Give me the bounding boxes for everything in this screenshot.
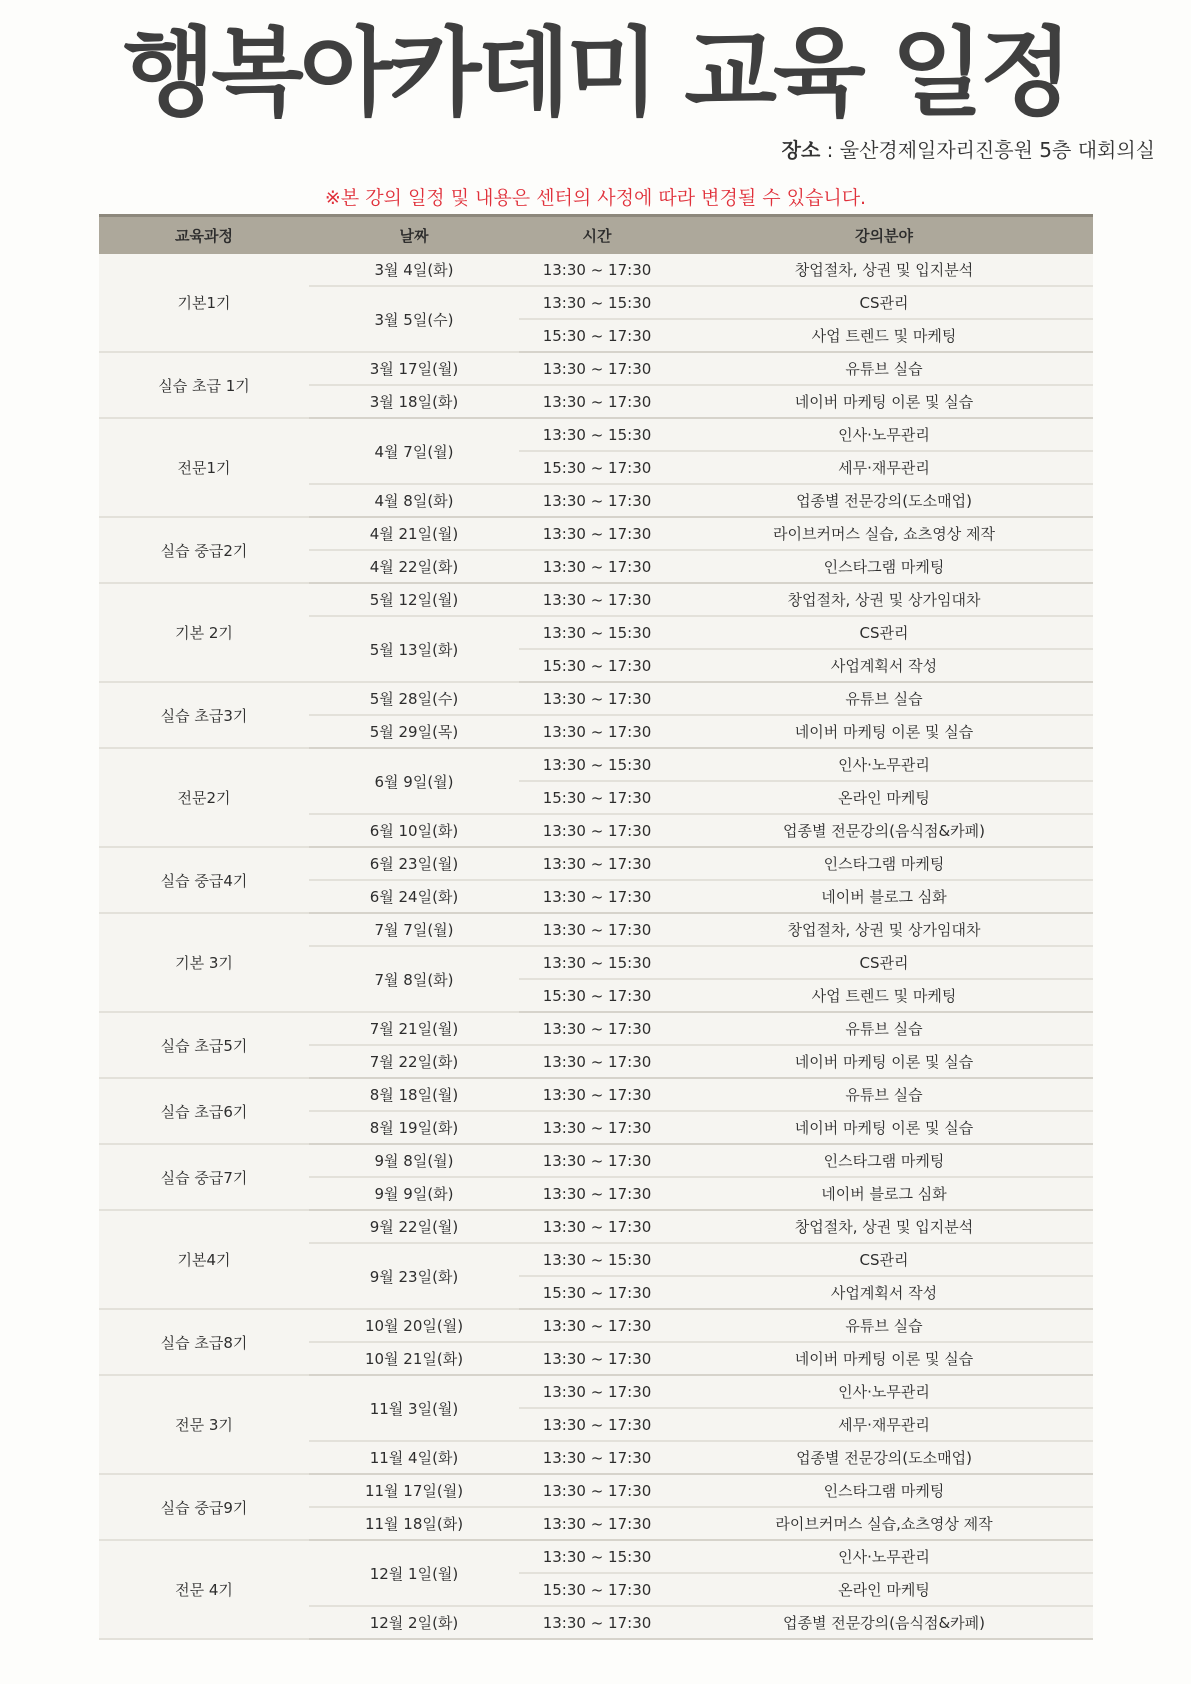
date-cell: 3월 5일(수) xyxy=(309,286,519,352)
date-cell: 8월 18일(월) xyxy=(309,1078,519,1111)
time-cell: 13:30 ~ 17:30 xyxy=(519,880,675,913)
date-cell: 8월 19일(화) xyxy=(309,1111,519,1144)
course-name-cell: 실습 초급3기 xyxy=(99,682,309,748)
time-cell: 15:30 ~ 17:30 xyxy=(519,979,675,1012)
time-cell: 13:30 ~ 17:30 xyxy=(519,715,675,748)
time-cell: 13:30 ~ 17:30 xyxy=(519,550,675,583)
table-row xyxy=(99,913,1093,946)
time-cell: 13:30 ~ 15:30 xyxy=(519,946,675,979)
course-name-cell: 기본 2기 xyxy=(99,583,309,682)
topic-cell: CS관리 xyxy=(675,946,1093,979)
date-cell: 7월 22일(화) xyxy=(309,1045,519,1078)
date-cell: 6월 23일(월) xyxy=(309,847,519,880)
time-cell: 13:30 ~ 15:30 xyxy=(519,1540,675,1573)
topic-cell: 인사·노무관리 xyxy=(675,1375,1093,1408)
location-separator: : xyxy=(820,138,840,162)
topic-cell: 창업절차, 상권 및 입지분석 xyxy=(675,1210,1093,1243)
date-cell: 5월 28일(수) xyxy=(309,682,519,715)
time-cell: 15:30 ~ 17:30 xyxy=(519,1573,675,1606)
course-name-cell: 전문1기 xyxy=(99,418,309,517)
date-cell: 4월 21일(월) xyxy=(309,517,519,550)
topic-cell: 네이버 마케팅 이론 및 실습 xyxy=(675,1111,1093,1144)
table-row xyxy=(99,254,1093,286)
topic-cell: 유튜브 실습 xyxy=(675,682,1093,715)
topic-cell: 인사·노무관리 xyxy=(675,1540,1093,1573)
date-cell: 11월 17일(월) xyxy=(309,1474,519,1507)
date-cell: 3월 17일(월) xyxy=(309,352,519,385)
table-row xyxy=(99,517,1093,550)
topic-cell: 유튜브 실습 xyxy=(675,1309,1093,1342)
topic-cell: 업종별 전문강의(도소매업) xyxy=(675,484,1093,517)
time-cell: 13:30 ~ 15:30 xyxy=(519,1243,675,1276)
date-cell: 7월 7일(월) xyxy=(309,913,519,946)
date-cell: 11월 3일(월) xyxy=(309,1375,519,1441)
table-row xyxy=(99,1144,1093,1177)
date-cell: 11월 18일(화) xyxy=(309,1507,519,1540)
time-cell: 15:30 ~ 17:30 xyxy=(519,649,675,682)
date-cell: 10월 20일(월) xyxy=(309,1309,519,1342)
time-cell: 13:30 ~ 17:30 xyxy=(519,1408,675,1441)
course-name-cell: 실습 초급8기 xyxy=(99,1309,309,1375)
course-name-cell: 실습 초급5기 xyxy=(99,1012,309,1078)
date-cell: 6월 9일(월) xyxy=(309,748,519,814)
schedule-notice: ※본 강의 일정 및 내용은 센터의 사정에 따라 변경될 수 있습니다. xyxy=(324,187,867,209)
date-cell: 9월 8일(월) xyxy=(309,1144,519,1177)
time-cell: 15:30 ~ 17:30 xyxy=(519,451,675,484)
course-name-cell: 기본1기 xyxy=(99,254,309,352)
date-cell: 9월 23일(화) xyxy=(309,1243,519,1309)
topic-cell: 인스타그램 마케팅 xyxy=(675,847,1093,880)
table-row xyxy=(99,748,1093,781)
date-cell: 4월 7일(월) xyxy=(309,418,519,484)
time-cell: 13:30 ~ 17:30 xyxy=(519,517,675,550)
time-cell: 13:30 ~ 17:30 xyxy=(519,1507,675,1540)
time-cell: 13:30 ~ 15:30 xyxy=(519,418,675,451)
topic-cell: 업종별 전문강의(도소매업) xyxy=(675,1441,1093,1474)
time-cell: 13:30 ~ 15:30 xyxy=(519,616,675,649)
topic-cell: 유튜브 실습 xyxy=(675,1012,1093,1045)
date-cell: 11월 4일(화) xyxy=(309,1441,519,1474)
time-cell: 13:30 ~ 17:30 xyxy=(519,1342,675,1375)
course-name-cell: 기본4기 xyxy=(99,1210,309,1309)
table-row xyxy=(99,682,1093,715)
date-cell: 7월 21일(월) xyxy=(309,1012,519,1045)
topic-cell: 네이버 마케팅 이론 및 실습 xyxy=(675,715,1093,748)
topic-cell: 창업절차, 상권 및 입지분석 xyxy=(675,254,1093,286)
time-cell: 13:30 ~ 17:30 xyxy=(519,847,675,880)
time-cell: 13:30 ~ 17:30 xyxy=(519,385,675,418)
topic-cell: 네이버 마케팅 이론 및 실습 xyxy=(675,1342,1093,1375)
topic-cell: 사업 트렌드 및 마케팅 xyxy=(675,979,1093,1012)
date-cell: 6월 10일(화) xyxy=(309,814,519,847)
time-cell: 13:30 ~ 17:30 xyxy=(519,1210,675,1243)
date-cell: 4월 22일(화) xyxy=(309,550,519,583)
topic-cell: 창업절차, 상권 및 상가임대차 xyxy=(675,913,1093,946)
time-cell: 15:30 ~ 17:30 xyxy=(519,781,675,814)
location-value: 울산경제일자리진흥원 5층 대회의실 xyxy=(839,138,1155,162)
time-cell: 13:30 ~ 15:30 xyxy=(519,748,675,781)
schedule-table xyxy=(99,214,1093,1640)
time-cell: 13:30 ~ 17:30 xyxy=(519,913,675,946)
topic-cell: 사업 트렌드 및 마케팅 xyxy=(675,319,1093,352)
time-cell: 13:30 ~ 17:30 xyxy=(519,1375,675,1408)
date-cell: 5월 13일(화) xyxy=(309,616,519,682)
time-cell: 13:30 ~ 17:30 xyxy=(519,352,675,385)
date-cell: 3월 18일(화) xyxy=(309,385,519,418)
table-header-row xyxy=(99,216,1093,255)
date-cell: 9월 22일(월) xyxy=(309,1210,519,1243)
course-name-cell: 실습 초급 1기 xyxy=(99,352,309,418)
course-name-cell: 실습 중급4기 xyxy=(99,847,309,913)
date-cell: 10월 21일(화) xyxy=(309,1342,519,1375)
course-name-cell: 실습 초급6기 xyxy=(99,1078,309,1144)
topic-cell: 인사·노무관리 xyxy=(675,748,1093,781)
topic-cell: 인스타그램 마케팅 xyxy=(675,1474,1093,1507)
table-row xyxy=(99,418,1093,451)
time-cell: 13:30 ~ 17:30 xyxy=(519,814,675,847)
topic-cell: 네이버 마케팅 이론 및 실습 xyxy=(675,1045,1093,1078)
topic-cell: 사업계획서 작성 xyxy=(675,649,1093,682)
course-name-cell: 전문 3기 xyxy=(99,1375,309,1474)
topic-cell: 인스타그램 마케팅 xyxy=(675,1144,1093,1177)
course-name-cell: 기본 3기 xyxy=(99,913,309,1012)
topic-cell: 세무·재무관리 xyxy=(675,1408,1093,1441)
time-cell: 13:30 ~ 17:30 xyxy=(519,1111,675,1144)
time-cell: 13:30 ~ 17:30 xyxy=(519,1606,675,1639)
topic-cell: 인사·노무관리 xyxy=(675,418,1093,451)
time-cell: 13:30 ~ 17:30 xyxy=(519,1474,675,1507)
time-cell: 15:30 ~ 17:30 xyxy=(519,319,675,352)
course-name-cell: 전문 4기 xyxy=(99,1540,309,1639)
date-cell: 12월 1일(월) xyxy=(309,1540,519,1606)
course-name-cell: 실습 중급9기 xyxy=(99,1474,309,1540)
table-row xyxy=(99,847,1093,880)
topic-cell: 사업계획서 작성 xyxy=(675,1276,1093,1309)
schedule-body xyxy=(99,254,1093,1639)
table-row xyxy=(99,1078,1093,1111)
table-row xyxy=(99,1309,1093,1342)
date-cell: 5월 12일(월) xyxy=(309,583,519,616)
time-cell: 13:30 ~ 17:30 xyxy=(519,1144,675,1177)
time-cell: 13:30 ~ 17:30 xyxy=(519,1078,675,1111)
topic-cell: 유튜브 실습 xyxy=(675,352,1093,385)
topic-cell: 네이버 블로그 심화 xyxy=(675,880,1093,913)
table-row xyxy=(99,1375,1093,1408)
topic-cell: 온라인 마케팅 xyxy=(675,781,1093,814)
header-date: 날짜 xyxy=(309,216,519,255)
topic-cell: CS관리 xyxy=(675,1243,1093,1276)
course-name-cell: 실습 중급2기 xyxy=(99,517,309,583)
time-cell: 13:30 ~ 15:30 xyxy=(519,286,675,319)
date-cell: 4월 8일(화) xyxy=(309,484,519,517)
location-label: 장소 xyxy=(781,138,821,162)
date-cell: 6월 24일(화) xyxy=(309,880,519,913)
topic-cell: 업종별 전문강의(음식점&카페) xyxy=(675,1606,1093,1639)
header-time: 시간 xyxy=(519,216,675,255)
topic-cell: CS관리 xyxy=(675,616,1093,649)
location-line xyxy=(782,134,1155,163)
topic-cell: 온라인 마케팅 xyxy=(675,1573,1093,1606)
time-cell: 15:30 ~ 17:30 xyxy=(519,1276,675,1309)
course-name-cell: 전문2기 xyxy=(99,748,309,847)
table-row xyxy=(99,1540,1093,1573)
table-row xyxy=(99,1012,1093,1045)
header-course: 교육과정 xyxy=(99,216,309,255)
topic-cell: 유튜브 실습 xyxy=(675,1078,1093,1111)
time-cell: 13:30 ~ 17:30 xyxy=(519,1309,675,1342)
time-cell: 13:30 ~ 17:30 xyxy=(519,1177,675,1210)
topic-cell: 창업절차, 상권 및 상가임대차 xyxy=(675,583,1093,616)
time-cell: 13:30 ~ 17:30 xyxy=(519,484,675,517)
time-cell: 13:30 ~ 17:30 xyxy=(519,1012,675,1045)
table-row xyxy=(99,583,1093,616)
date-cell: 12월 2일(화) xyxy=(309,1606,519,1639)
date-cell: 3월 4일(화) xyxy=(309,254,519,286)
time-cell: 13:30 ~ 17:30 xyxy=(519,682,675,715)
topic-cell: 업종별 전문강의(음식점&카페) xyxy=(675,814,1093,847)
date-cell: 5월 29일(목) xyxy=(309,715,519,748)
topic-cell: 라이브커머스 실습, 쇼츠영상 제작 xyxy=(675,517,1093,550)
time-cell: 13:30 ~ 17:30 xyxy=(519,1045,675,1078)
header-topic: 강의분야 xyxy=(675,216,1093,255)
time-cell: 13:30 ~ 17:30 xyxy=(519,254,675,286)
topic-cell: 인스타그램 마케팅 xyxy=(675,550,1093,583)
table-row xyxy=(99,1474,1093,1507)
time-cell: 13:30 ~ 17:30 xyxy=(519,583,675,616)
page-title: 행복아카데미 교육 일정 xyxy=(122,17,1069,129)
time-cell: 13:30 ~ 17:30 xyxy=(519,1441,675,1474)
table-row xyxy=(99,352,1093,385)
date-cell: 9월 9일(화) xyxy=(309,1177,519,1210)
table-row xyxy=(99,1210,1093,1243)
topic-cell: CS관리 xyxy=(675,286,1093,319)
topic-cell: 세무·재무관리 xyxy=(675,451,1093,484)
topic-cell: 네이버 블로그 심화 xyxy=(675,1177,1093,1210)
course-name-cell: 실습 중급7기 xyxy=(99,1144,309,1210)
topic-cell: 네이버 마케팅 이론 및 실습 xyxy=(675,385,1093,418)
date-cell: 7월 8일(화) xyxy=(309,946,519,1012)
topic-cell: 라이브커머스 실습,쇼츠영상 제작 xyxy=(675,1507,1093,1540)
